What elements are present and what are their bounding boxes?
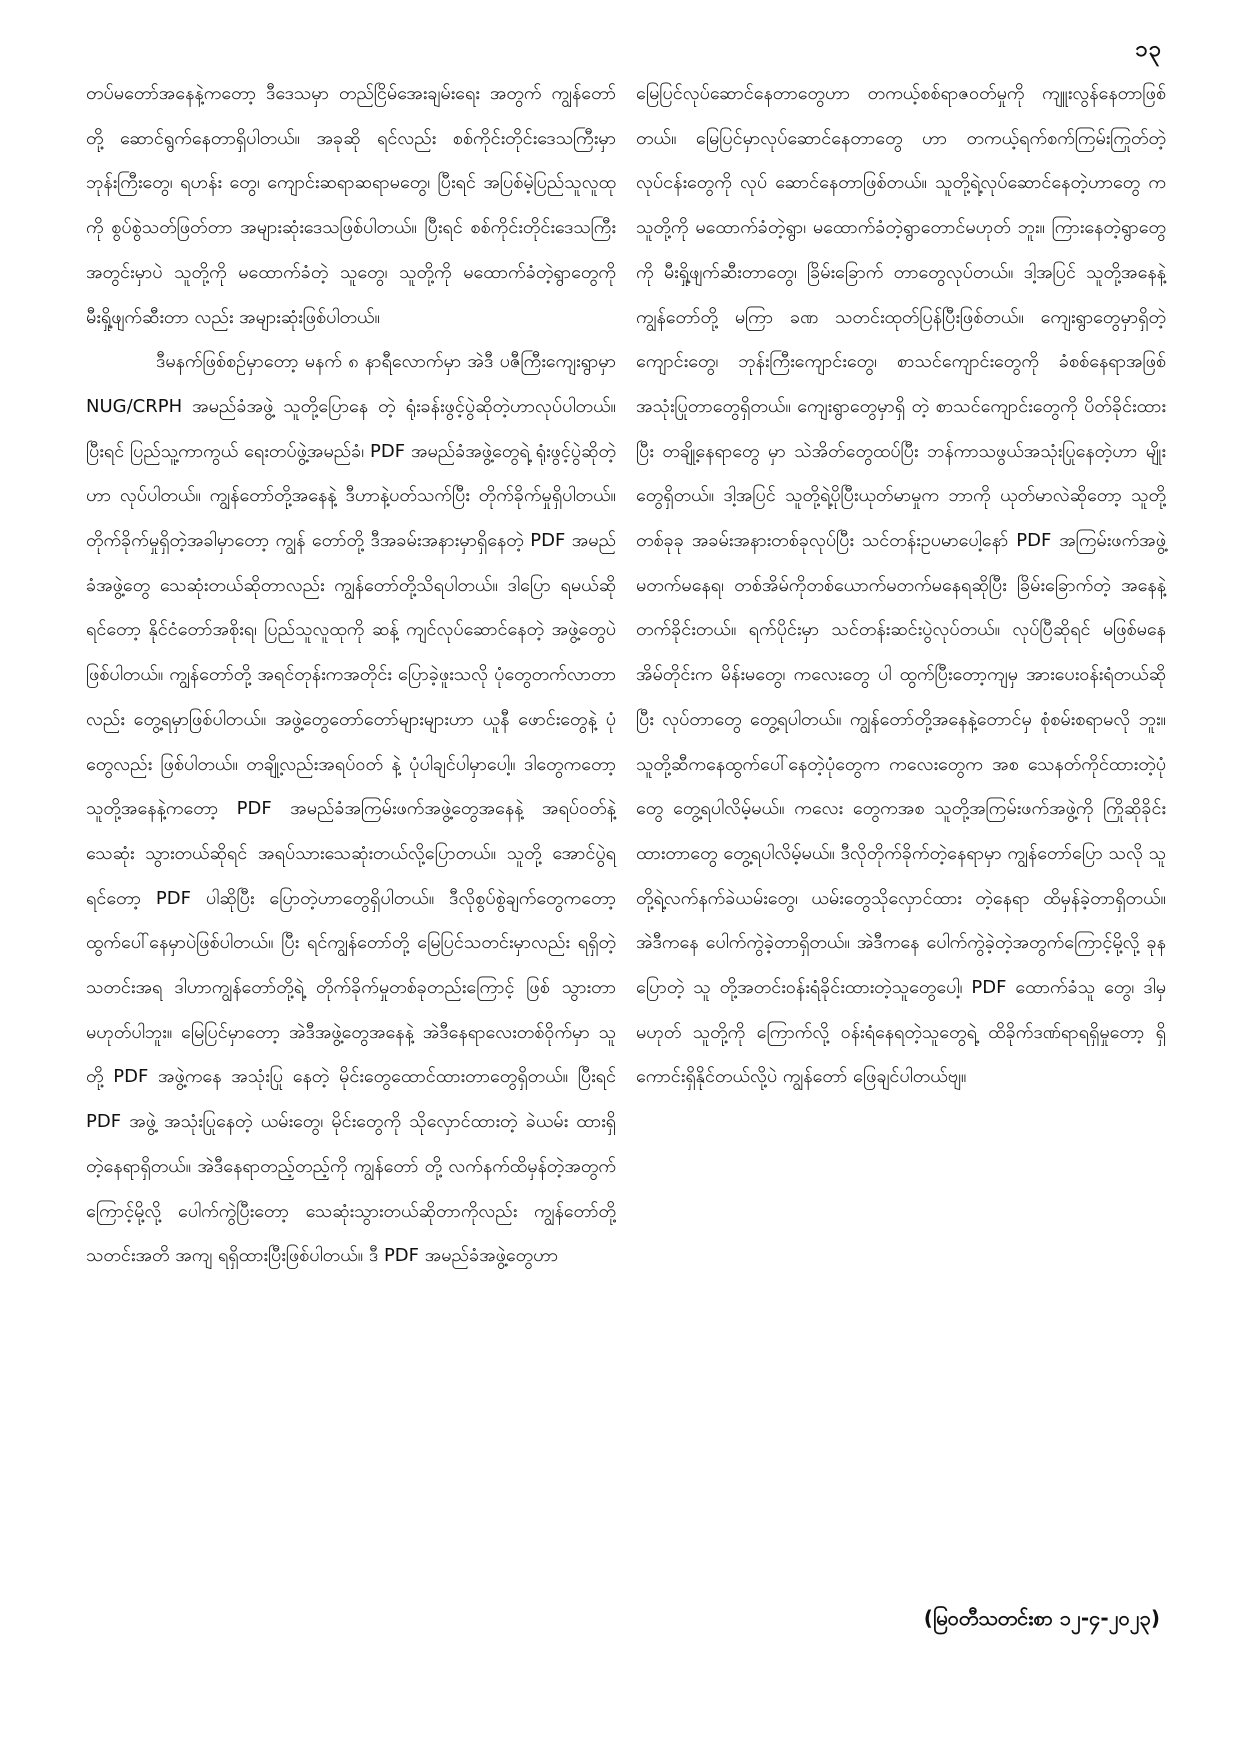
left-column <box>86 72 616 1279</box>
paragraph: ဒီမနက်ဖြစ်စဉ်မှာတော့ မနက် ၈ နာရီလောက်မှာ အဲဒီ ပဇီကြီးကျေးရွာမှာ NUG/CRPH အမည်ခံအဖွဲ့ သူတို့ပြောနေ တဲ့ ရုံးခန်းဖွင့်ပွဲဆိုတဲ့ဟာလုပ်ပါတယ်။ ပြီးရင် ပြည်သူ့ကာကွယ် ရေးတပ်ဖွဲ့အမည်ခံ၊ PDF အမည်ခံအဖွဲ့တွေရဲ့ ရုံးဖွင့်ပွဲဆိုတဲ့ ဟာ လုပ်ပါတယ်။ ကျွန်တော်တို့အနေနဲ့ ဒီဟာနဲ့ပတ်သက်ပြီး တိုက်ခိုက်မှုရှိပါတယ်။ တိုက်ခိုက်မှုရှိတဲ့အခါမှာတော့ ကျွန် တော်တို့ ဒီအခမ်းအနားမှာရှိနေတဲ့ PDF အမည်ခံအဖွဲ့တွေ သေဆုံးတယ်ဆိုတာလည်း ကျွန်တော်တို့သိရပါတယ်။ ဒါပြော ရမယ်ဆိုရင်တော့ နိုင်ငံတော်အစိုးရ၊ ပြည်သူလူထုကို ဆန့် ကျင်လုပ်ဆောင်နေတဲ့ အဖွဲ့တွေပဲဖြစ်ပါတယ်။ ကျွန်တော်တို့ အရင်တုန်းကအတိုင်း ပြောခဲ့ဖူးသလို ပုံတွေတက်လာတာလည်း တွေ့ရမှာဖြစ်ပါတယ်။ အဖွဲ့တွေတော်တော်များများဟာ ယူနီ ဖောင်းတွေနဲ့ ပုံတွေလည်း ဖြစ်ပါတယ်။ တချို့လည်းအရပ်ဝတ် နဲ့ ပုံပါချင်ပါမှာပေါ့။ ဒါတွေကတော့ သူတို့အနေနဲ့ကတော့ PDF အမည်ခံအကြမ်းဖက်အဖွဲ့တွေအနေနဲ့ အရပ်ဝတ်နဲ့သေဆုံး သွားတယ်ဆိုရင် အရပ်သားသေဆုံးတယ်လို့ပြောတယ်။ သူတို့ အောင်ပွဲရရင်တော့ PDF ပါဆိုပြီး ပြောတဲ့ဟာတွေရှိပါတယ်။ ဒီလိုစွပ်စွဲချက်တွေကတော့ ထွက်ပေါ်နေမှာပဲဖြစ်ပါတယ်။ ပြီး ရင်ကျွန်တော်တို့ မြေပြင်သတင်းမှာလည်း ရရှိတဲ့သတင်းအရ ဒါဟာကျွန်တော်တို့ရဲ့ တိုက်ခိုက်မှုတစ်ခုတည်းကြောင့် ဖြစ် သွားတာမဟုတ်ပါဘူး။ မြေပြင်မှာတော့ အဲဒီအဖွဲ့တွေအနေနဲ့ အဲဒီနေရာလေးတစ်ဝိုက်မှာ သူတို့ PDF အဖွဲ့ကနေ အသုံးပြု နေတဲ့ မိုင်းတွေထောင်ထားတာတွေရှိတယ်။ ပြီးရင် PDF အဖွဲ့ အသုံးပြုနေတဲ့ ယမ်းတွေ၊ မိုင်းတွေကို သိုလှောင်ထားတဲ့ ခဲယမ်း ထားရှိတဲ့နေရာရှိတယ်။ အဲဒီနေရာတည့်တည့်ကို ကျွန်တော် တို့ လက်နက်ထိမှန်တဲ့အတွက်ကြောင့်မို့လို့ ပေါက်ကွဲပြီးတော့ သေဆုံးသွားတယ်ဆိုတာကိုလည်း ကျွန်တော်တို့ သတင်းအတိ အကျ ရရှိထားပြီးဖြစ်ပါတယ်။ ဒီ PDF အမည်ခံအဖွဲ့တွေဟာ <box>86 351 616 1267</box>
paragraph: တပ်မတော်အနေနဲ့ကတော့ ဒီဒေသမှာ တည်ငြိမ်အေးချမ်းရေး အတွက် ကျွန်တော်တို့ ဆောင်ရွက်နေတာရှိပါတယ်။ အခုဆို ရင်လည်း စစ်ကိုင်းတိုင်းဒေသကြီးမှာ ဘုန်းကြီးတွေ၊ ရဟန်း တွေ၊ ကျောင်းဆရာဆရာမတွေ၊ ပြီးရင် အပြစ်မဲ့ပြည်သူလူထု ကို စွပ်စွဲသတ်ဖြတ်တာ အများဆုံးဒေသဖြစ်ပါတယ်။ ပြီးရင် စစ်ကိုင်းတိုင်းဒေသကြီးအတွင်းမှာပဲ သူတို့ကို မထောက်ခံတဲ့ သူတွေ၊ သူတို့ကို မထောက်ခံတဲ့ရွာတွေကို မီးရှို့ဖျက်ဆီးတာ လည်း အများဆုံးဖြစ်ပါတယ်။ <box>86 83 616 328</box>
right-column <box>636 72 1166 1100</box>
paragraph: မြေပြင်လုပ်ဆောင်နေတာတွေဟာ တကယ့်စစ်ရာဇဝတ်မှုကို ကျူးလွန်နေတာဖြစ်တယ်။ မြေပြင်မှာလုပ်ဆောင်နေတာတွေ ဟာ တကယ့်ရက်စက်ကြမ်းကြုတ်တဲ့လုပ်ငန်းတွေကို လုပ် ဆောင်နေတာဖြစ်တယ်။ သူတို့ရဲ့လုပ်ဆောင်နေတဲ့ဟာတွေ က သူတို့ကို မထောက်ခံတဲ့ရွာ၊ မထောက်ခံတဲ့ရွာတောင်မဟုတ် ဘူး။ ကြားနေတဲ့ရွာတွေကို မီးရှို့ဖျက်ဆီးတာတွေ၊ ခြိမ်းခြောက် တာတွေလုပ်တယ်။ ဒါ့အပြင် သူတို့အနေနဲ့ ကျွန်တော်တို့ မကြာ ခဏ သတင်းထုတ်ပြန်ပြီးဖြစ်တယ်။ ကျေးရွာတွေမှာရှိတဲ့ ကျောင်းတွေ၊ ဘုန်းကြီးကျောင်းတွေ၊ စာသင်ကျောင်းတွေကို ခံစစ်နေရာအဖြစ် အသုံးပြုတာတွေရှိတယ်။ ကျေးရွာတွေမှာရှိ တဲ့ စာသင်ကျောင်းတွေကို ပိတ်ခိုင်းထားပြီး တချို့နေရာတွေ မှာ သဲအိတ်တွေထပ်ပြီး ဘန်ကာသဖွယ်အသုံးပြုနေတဲ့ဟာ မျိုးတွေရှိတယ်။ ဒါ့အပြင် သူတို့ရဲ့ပိုပြီးယုတ်မာမှုက ဘာကို ယုတ်မာလဲဆိုတော့ သူတို့တစ်ခုခု အခမ်းအနားတစ်ခုလုပ်ပြီး သင်တန်းဥပမာပေါ့နော် PDF အကြမ်းဖက်အဖွဲ့ မတက်မနေရ၊ တစ်အိမ်ကိုတစ်ယောက်မတက်မနေရဆိုပြီး ခြိမ်းခြောက်တဲ့ အနေနဲ့ တက်ခိုင်းတယ်။ ရက်ပိုင်းမှာ သင်တန်းဆင်းပွဲလုပ်တယ်။ လုပ်ပြီဆိုရင် မဖြစ်မနေ အိမ်တိုင်းက မိန်းမတွေ၊ ကလေးတွေ ပါ ထွက်ပြီးတော့ကျမှ အားပေးဝန်းရံတယ်ဆိုပြီး လုပ်တာတွေ တွေ့ရပါတယ်။ ကျွန်တော်တို့အနေနဲ့တောင်မှ စုံစမ်းစရာမလို ဘူး။ သူတို့ဆီကနေထွက်ပေါ်နေတဲ့ပုံတွေက ကလေးတွေက အစ သေနတ်ကိုင်ထားတဲ့ပုံတွေ တွေ့ရပါလိမ့်မယ်။ ကလေး တွေကအစ သူတို့အကြမ်းဖက်အဖွဲ့ကို ကြိုဆိုခိုင်းထားတာတွေ တွေ့ရပါလိမ့်မယ်။ ဒီလိုတိုက်ခိုက်တဲ့နေရာမှာ ကျွန်တော်ပြော သလို သူတို့ရဲ့လက်နက်ခဲယမ်းတွေ၊ ယမ်းတွေသိုလှောင်ထား တဲ့နေရာ ထိမှန်ခဲ့တာရှိတယ်။ အဲဒီကနေ ပေါက်ကွဲခဲ့တာရှိတယ်။ အဲဒီကနေ ပေါက်ကွဲခဲ့တဲ့အတွက်ကြောင့်မို့လို့ ခုနပြောတဲ့ သူ တို့အတင်းဝန်းရံခိုင်းထားတဲ့သူတွေပေါ့၊ PDF ထောက်ခံသူ တွေ၊ ဒါမှမဟုတ် သူတို့ကို ကြောက်လို့ ဝန်းရံနေရတဲ့သူတွေရဲ့ ထိခိုက်ဒဏ်ရာရရှိမှုတော့ ရှိကောင်းရှိနိုင်တယ်လို့ပဲ ကျွန်တော် ဖြေချင်ပါတယ်ဗျ။ <box>636 83 1166 1088</box>
source-credit: (မြဝတီသတင်းစာ ၁၂-၄-၂၀၂၃) <box>923 1606 1160 1630</box>
page-number: ၁၃ <box>1135 37 1162 62</box>
